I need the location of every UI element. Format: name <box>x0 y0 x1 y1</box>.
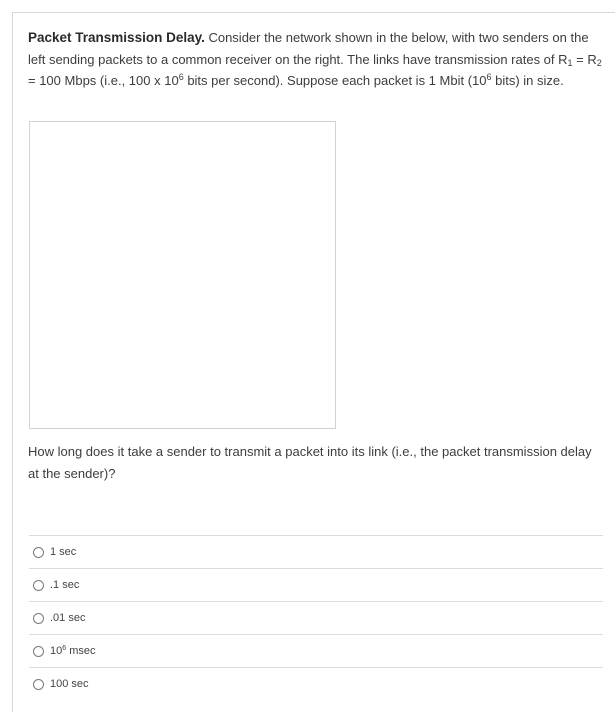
question-prompt <box>28 27 608 92</box>
option-point-01-sec[interactable] <box>29 601 603 634</box>
prompt-sup-2: 6 <box>486 72 492 82</box>
option-10-6-msec[interactable] <box>29 634 603 667</box>
option-label: .01 sec <box>50 612 86 624</box>
prompt-text-3: = 100 Mbps (i.e., 100 x 10 <box>28 73 179 88</box>
answer-options <box>29 535 603 700</box>
option-base: 10 <box>50 645 63 657</box>
option-exponent: 6 <box>62 645 67 652</box>
radio-button[interactable] <box>33 613 44 624</box>
radio-button[interactable] <box>33 580 44 591</box>
option-label: 100 sec <box>50 678 89 690</box>
question-text: How long does it take a sender to transmit a packet into its link (i.e., the packet transmission delay at the sender)? <box>28 444 592 481</box>
option-label: .1 sec <box>50 579 80 591</box>
prompt-text-2: = R <box>572 51 597 67</box>
prompt-heading: Packet Transmission Delay. <box>28 30 205 45</box>
option-point-1-sec[interactable] <box>29 568 603 601</box>
prompt-text-4: bits per second). Suppose each packet is 1 Mbit (10 <box>183 73 487 88</box>
radio-button[interactable] <box>33 679 44 690</box>
option-100-sec[interactable] <box>29 667 603 700</box>
prompt-text-5: bits) in size. <box>491 73 564 88</box>
prompt-sub-2: 2 <box>596 57 602 68</box>
network-figure-placeholder <box>29 121 336 429</box>
option-label: 1 sec <box>50 546 77 558</box>
prompt-sub-1: 1 <box>567 57 573 68</box>
radio-button[interactable] <box>33 547 44 558</box>
option-label <box>50 645 96 657</box>
option-unit: msec <box>66 645 96 657</box>
radio-button[interactable] <box>33 646 44 657</box>
prompt-sup-1: 6 <box>178 72 184 82</box>
option-1-sec[interactable] <box>29 535 603 568</box>
prompt-text-1: Consider the network shown in the below, with two senders on the left sending packets to a common receiver on the right. The links have transmission rates of R <box>28 30 589 67</box>
